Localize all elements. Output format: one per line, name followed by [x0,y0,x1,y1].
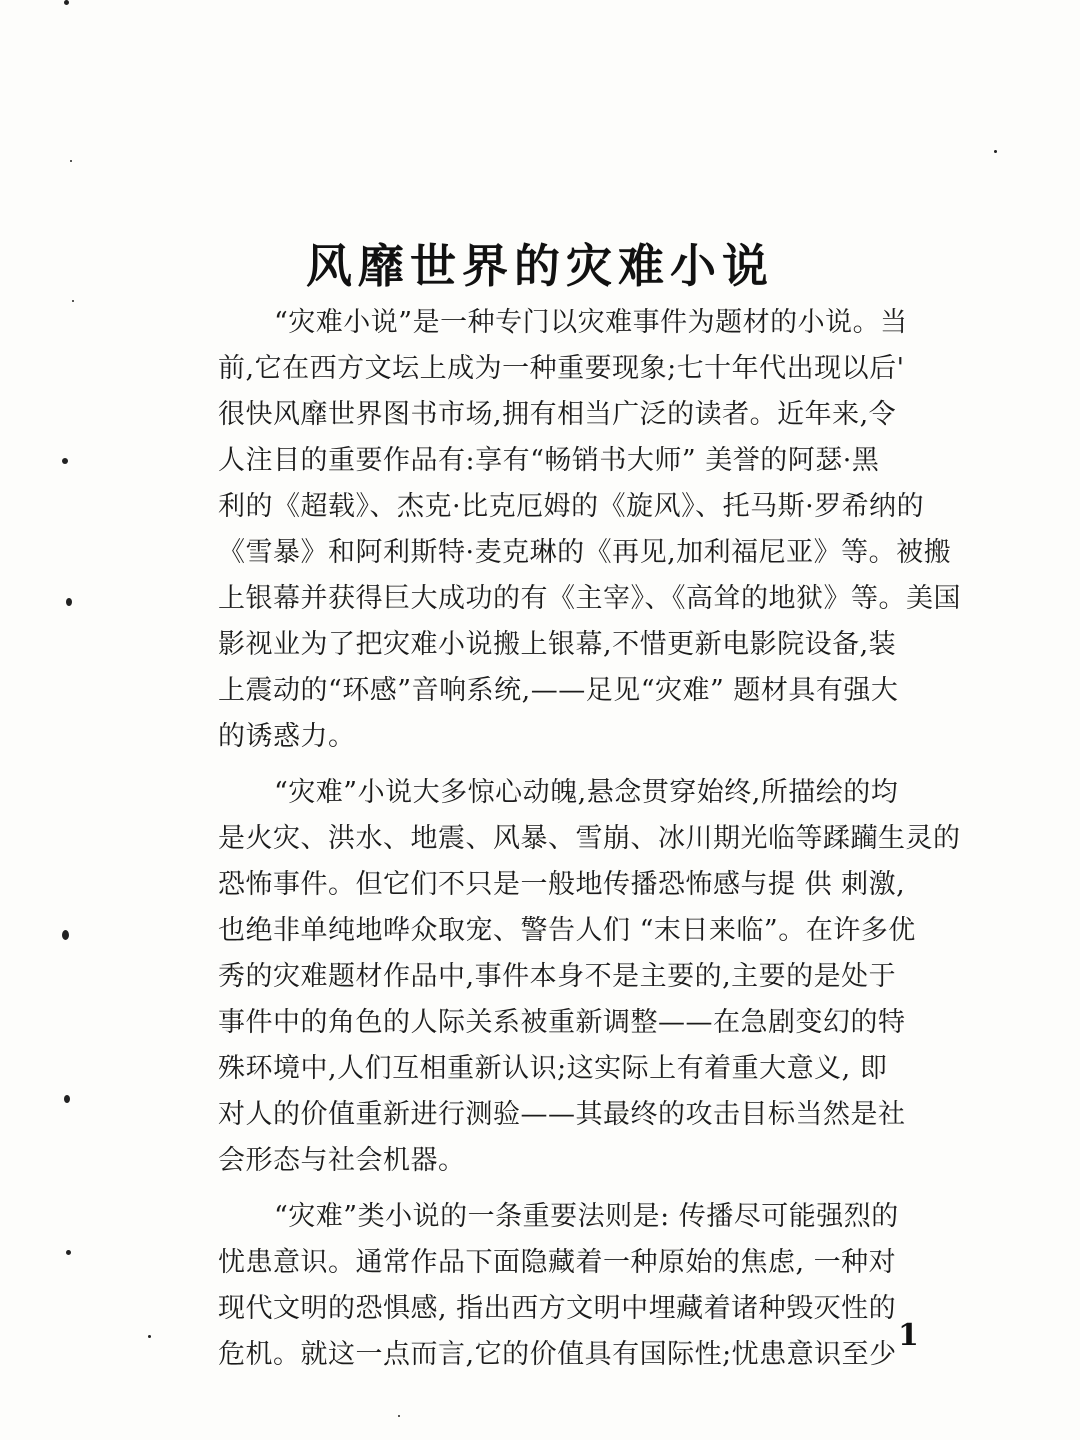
text-line: 事件中的角色的人际关系被重新调整——在急剧变幻的特 [218,1007,906,1038]
text-line: 秀的灾难题材作品中,事件本身不是主要的,主要的是处于 [218,961,897,992]
text-line: 对人的价值重新进行测验——其最终的攻击目标当然是社 [218,1099,906,1130]
text-line: “灾难”类小说的一条重要法则是: 传播尽可能强烈的 [274,1201,899,1232]
text-line: 上震动的“环感”音响系统,——足见“灾难” 题材具有强大 [218,675,899,706]
scan-speck [398,1415,400,1417]
text-line: 的诱惑力。 [218,721,356,752]
text-line: 影视业为了把灾难小说搬上银幕,不惜更新电影院设备,装 [218,629,897,660]
article-body [218,300,963,1388]
text-line: 利的《超载》、杰克·比克厄姆的《旋风》、托马斯·罗希纳的 [218,491,925,522]
scan-speck [66,598,72,606]
text-line: 会形态与社会机器。 [218,1145,466,1176]
text-line: “灾难小说”是一种专门以灾难事件为题材的小说。当 [274,307,908,338]
scan-speck [62,930,69,940]
paragraph-2 [218,770,963,1184]
text-line: 也绝非单纯地哗众取宠、警告人们 “末日来临”。在许多优 [218,915,916,946]
text-line: 人注目的重要作品有:享有“畅销书大师” 美誉的阿瑟·黑 [218,445,880,476]
scan-speck [64,0,69,5]
text-line: 是火灾、洪水、地震、风暴、雪崩、冰川期光临等蹂躏生灵的 [218,823,961,854]
text-line: 上银幕并获得巨大成功的有《主宰》、《高耸的地狱》等。美国 [218,583,961,614]
text-line: 很快风靡世界图书市场,拥有相当广泛的读者。近年来,令 [218,399,897,430]
scan-speck [62,458,68,464]
scan-speck [72,300,74,302]
text-line: “灾难”小说大多惊心动魄,悬念贯穿始终,所描绘的均 [274,777,899,808]
page-title: 风靡世界的灾难小说 [306,238,774,293]
text-line: 危机。就这一点而言,它的价值具有国际性;忧患意识至少 [218,1339,897,1370]
scan-speck [64,1095,70,1103]
scan-speck [148,1335,151,1338]
text-line: 现代文明的恐惧感, 指出西方文明中埋藏着诸种毁灭性的 [218,1293,897,1324]
paragraph-1 [218,300,963,760]
scan-speck [66,1250,71,1255]
text-line: 恐怖事件。但它们不只是一般地传播恐怖感与提 供 刺激, [218,869,906,900]
text-line: 《雪暴》和阿利斯特·麦克琳的《再见,加利福尼亚》等。被搬 [218,537,952,568]
page-number: 1 [898,1318,919,1353]
text-line: 前,它在西方文坛上成为一种重要现象;七十年代出现以后' [218,353,905,384]
paragraph-3 [218,1194,963,1378]
scan-speck [994,150,997,153]
scan-speck [70,160,72,162]
text-line: 殊环境中,人们互相重新认识;这实际上有着重大意义, 即 [218,1053,888,1084]
text-line: 忧患意识。通常作品下面隐藏着一种原始的焦虑, 一种对 [218,1247,897,1278]
